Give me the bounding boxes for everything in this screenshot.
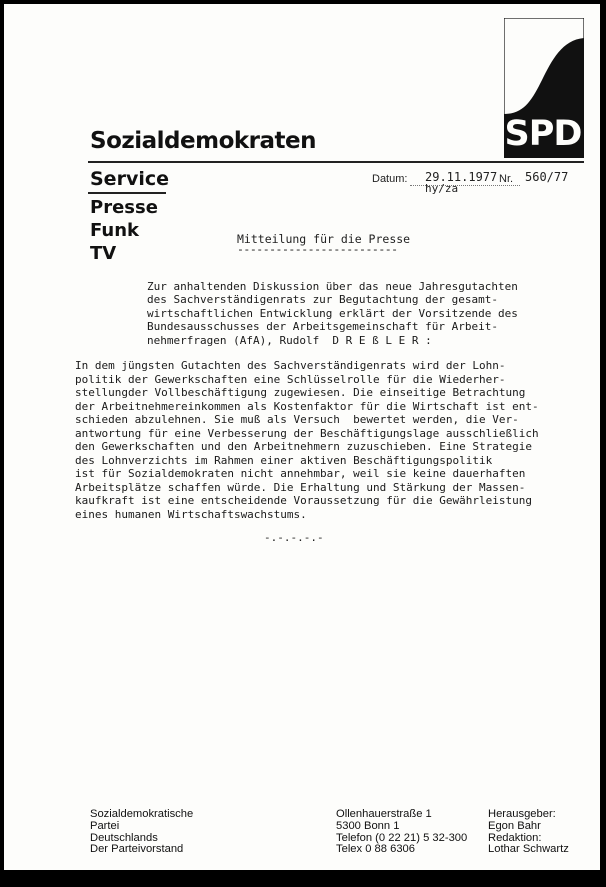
channel-list: [90, 196, 158, 265]
date-value: 29.11.1977: [425, 170, 498, 184]
footer-publisher-line: Lothar Schwartz: [488, 843, 569, 856]
brand-title: Sozialdemokraten: [90, 128, 316, 154]
service-rule: [88, 192, 166, 194]
header-rule: [88, 161, 584, 163]
number-label: Nr.: [499, 173, 514, 185]
footer-party: [90, 809, 193, 856]
channel-tv: TV: [90, 243, 117, 264]
footer-address-line: Telex 0 88 6306: [336, 843, 415, 856]
footer-address-line: Ollenhauerstraße 1: [336, 808, 432, 820]
document-heading-rule: -------------------------: [237, 242, 398, 256]
press-release-page: [4, 4, 600, 870]
footer-publisher-line: Redaktion:: [488, 831, 542, 844]
footer-party-line: Der Parteivorstand: [90, 843, 184, 856]
body-paragraph: In dem jüngsten Gutachten des Sachverständigenrats wird der Lohn- politik der Gewerkschaften eine Schlüsselrolle für die Wiederher- stellungder Vollbeschäftigung zugewiesen. Die einseitige Betrachtung der Arbeitnehmereinkommen als Kostenfaktor für die Wirtschaft ist ent- schieden abzulehnen. Sie muß als Versuch bewertet werden, die Ver- antwortung für eine Verbesserung der Beschäftigungslage ausschließlich den Gewerkschaften und den Arbeitnehmern zuzuschieben. Eine Strategie des Lohnverzichts im Rahmen einer aktiven Beschäftigungspolitik ist für Sozialdemokraten nicht annehmbar, weil sie keine dauerhaften Arbeitsplätze schaffen würde. Die Erhaltung und Stärkung der Massen- kaufkraft ist eine entscheidende Voraussetzung für die Gewährleistung eines humanen Wirtschaftswachstums.: [75, 359, 539, 521]
end-mark: -.-.-.-.-: [264, 531, 324, 544]
channel-presse: Presse: [90, 197, 158, 218]
footer-publisher: [488, 809, 569, 856]
service-heading: Service: [90, 168, 169, 190]
author-signature: hy/za: [425, 182, 459, 195]
document-heading: Mitteilung für die Presse: [237, 232, 411, 246]
intro-paragraph: Zur anhaltenden Diskussion über das neue Jahresgutachten des Sachverständigenrats zur Begutachtung der gesamt- wirtschaftlichen Entwicklung erklärt der Vorsitzende des Bundesausschusses der Arbeitsgemeinschaft für Arbeit- nehmerfragen (AfA), Rudolf D R E ß L E R :: [147, 280, 518, 347]
spd-logo-text: SPD: [504, 114, 582, 154]
footer-party-line: Sozialdemokratische: [90, 808, 194, 820]
scan-border: [0, 870, 606, 887]
footer-address: [336, 809, 467, 856]
channel-funk: Funk: [90, 220, 139, 241]
footer-address-line: 5300 Bonn 1: [336, 819, 400, 832]
footer-party-line: Deutschlands: [90, 831, 158, 844]
date-label: Datum:: [372, 173, 408, 185]
footer-publisher-line: Egon Bahr: [488, 819, 541, 832]
number-value: 560/77: [525, 170, 569, 184]
footer-address-line: Telefon (0 22 21) 5 32-300: [336, 831, 468, 844]
footer-party-line: Partei: [90, 819, 120, 832]
footer-publisher-line: Herausgeber:: [488, 808, 556, 820]
